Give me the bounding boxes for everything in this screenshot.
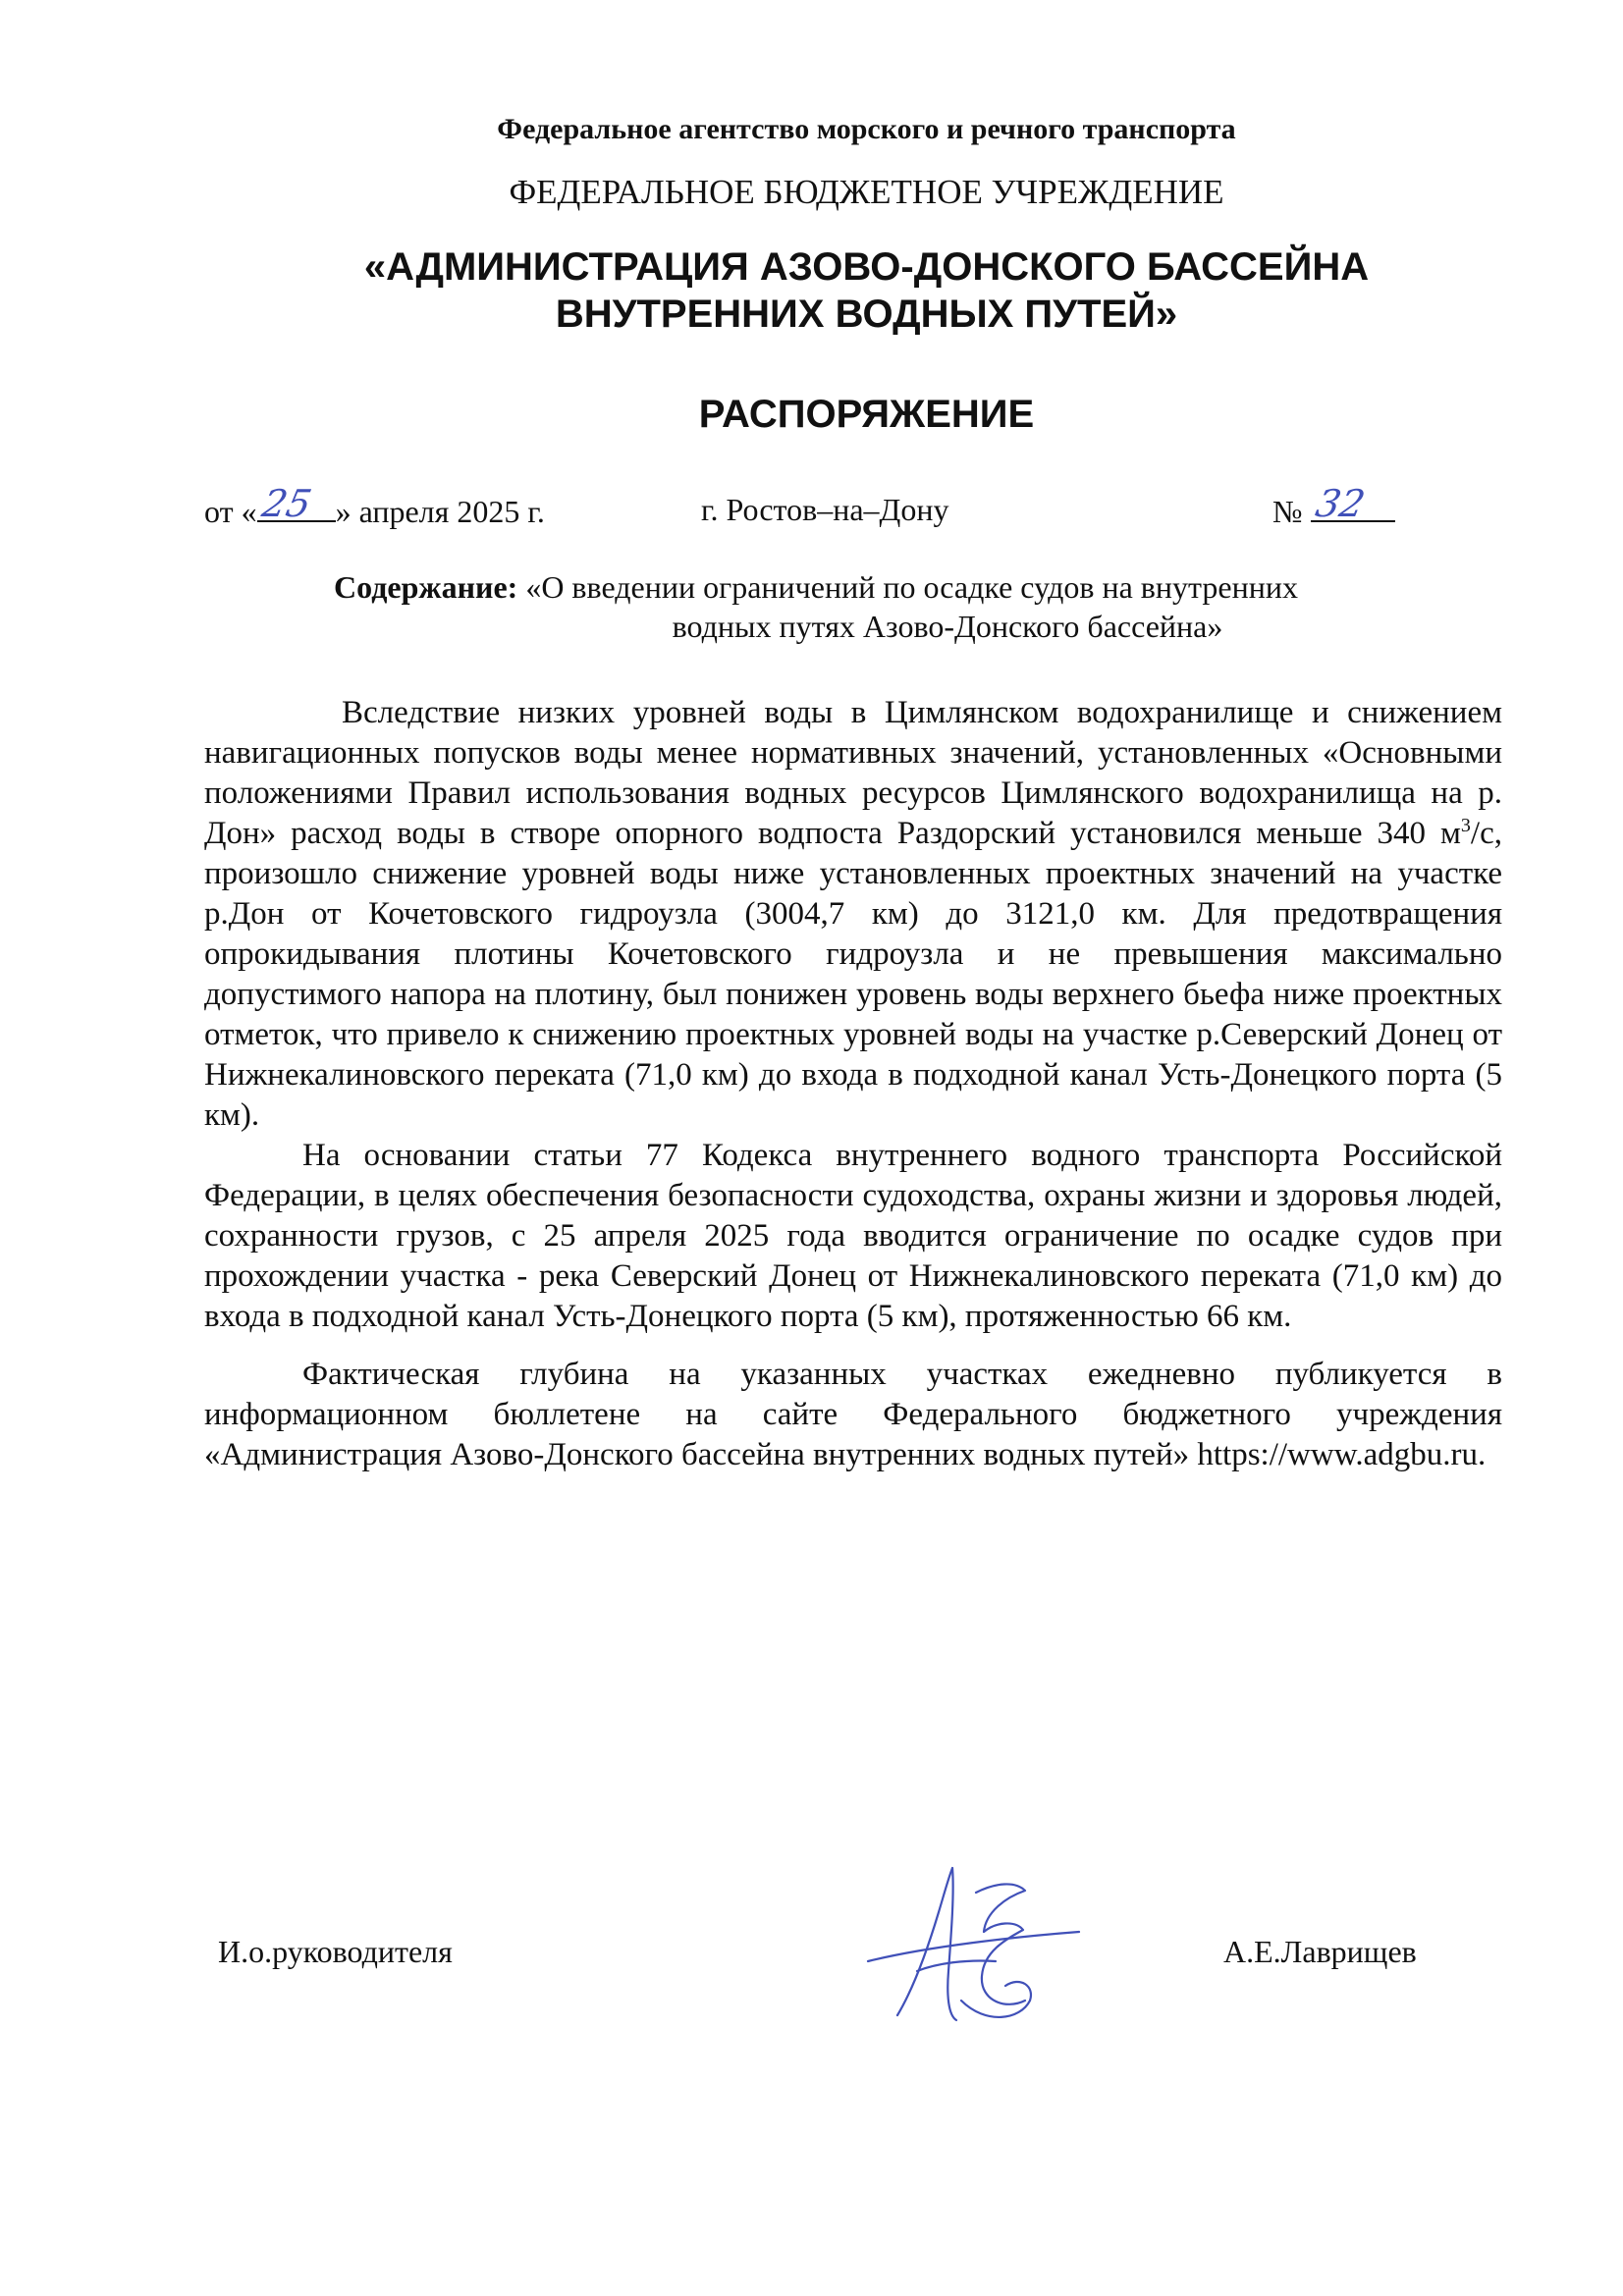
body-paragraph-2: На основании статьи 77 Кодекса внутреннего водного транспорта Российской Федерации, в целях обеспечения безопасности судоходства, охраны жизни и здоровья людей, сохранности грузов, с 25 апреля 2025 года вводится ограничение по осадке судов при прохождении участка - река Северский Донец от Нижнекалиновского переката (71,0 км) до входа в подходной канал Усть-Донецкого порта (5 км), протяженностью 66 км. — [204, 1138, 1502, 1334]
date-suffix: » апреля 2025 г. — [335, 494, 545, 529]
number-prefix: № — [1272, 494, 1303, 529]
document-number — [1272, 482, 1395, 536]
institution-type: ФЕДЕРАЛЬНОЕ БЮДЖЕТНОЕ УЧРЕЖДЕНИЕ — [509, 173, 1224, 211]
body-paragraph-1 — [204, 693, 1502, 1136]
date-prefix: от « — [204, 494, 257, 529]
body-paragraph-3: Фактическая глубина на указанных участках ежедневно публикуется в информационном бюллетене на сайте Федерального бюджетного учреждения «Администрация Азово-Донского бассейна внутренних водных путей» https://www.adgbu.ru. — [204, 1357, 1502, 1472]
number-field — [1311, 482, 1395, 525]
subject-line2: водных путях Азово-Донского бассейна» — [672, 609, 1223, 644]
institution-name — [0, 243, 1623, 338]
signature-block — [0, 1914, 1623, 2110]
document-subject — [334, 567, 1443, 646]
subject-line1: «О введении ограничений по осадке судов на внутренних — [525, 569, 1298, 605]
signatory-name: А.Е.Лаврищев — [1223, 1934, 1417, 1969]
paragraph1-superscript: 3 — [1460, 815, 1471, 836]
paragraph1-part-b: /с, произошло снижение уровней воды ниже установленных проектных значений на участке р.Дон от Кочетовского гидроузла (3004,7 км) до 3121,0 км. Для предотвращения опрокидывания плотины Кочетовского гидроузла и не превышения максимально допустимого напора на плотину, был понижен уровень воды верхнего бьефа ниже проектных отметок, что привело к снижению проектных уровней воды на участке р.Северский Донец от Нижнекалиновского переката (71,0 км) до входа в подходной канал Усть-Донецкого порта (5 км). — [204, 816, 1502, 1133]
document-title: РАСПОРЯЖЕНИЕ — [698, 393, 1035, 436]
document-meta-line — [0, 482, 1623, 534]
paragraph1-part-a: Вследствие низких уровней воды в Цимлянском водохранилище и снижением навигационных попусков воды менее нормативных значений, установленных «Основными положениями Правил использования водных ресурсов Цимлянского водохранилища на р. Дон» расход воды в створе опорного водпоста Раздорский установился меньше 340 м — [204, 695, 1502, 851]
institution-name-line2: ВНУТРЕННИХ ВОДНЫХ ПУТЕЙ» — [555, 293, 1178, 336]
document-city: г. Ростов–на–Дону — [701, 492, 949, 527]
date-day-field — [257, 482, 336, 525]
document-date — [204, 482, 545, 536]
document-body — [204, 693, 1502, 1475]
ministry-name: Федеральное агентство морского и речного транспорта — [497, 113, 1236, 145]
date-day-handwritten: 25 — [257, 482, 315, 525]
handwritten-signature — [858, 1853, 1084, 2040]
subject-label: Содержание: — [334, 569, 518, 605]
signatory-role: И.о.руководителя — [218, 1934, 453, 1969]
institution-name-line1: «АДМИНИСТРАЦИЯ АЗОВО-ДОНСКОГО БАССЕЙНА — [363, 245, 1370, 289]
number-handwritten: 32 — [1311, 482, 1369, 525]
